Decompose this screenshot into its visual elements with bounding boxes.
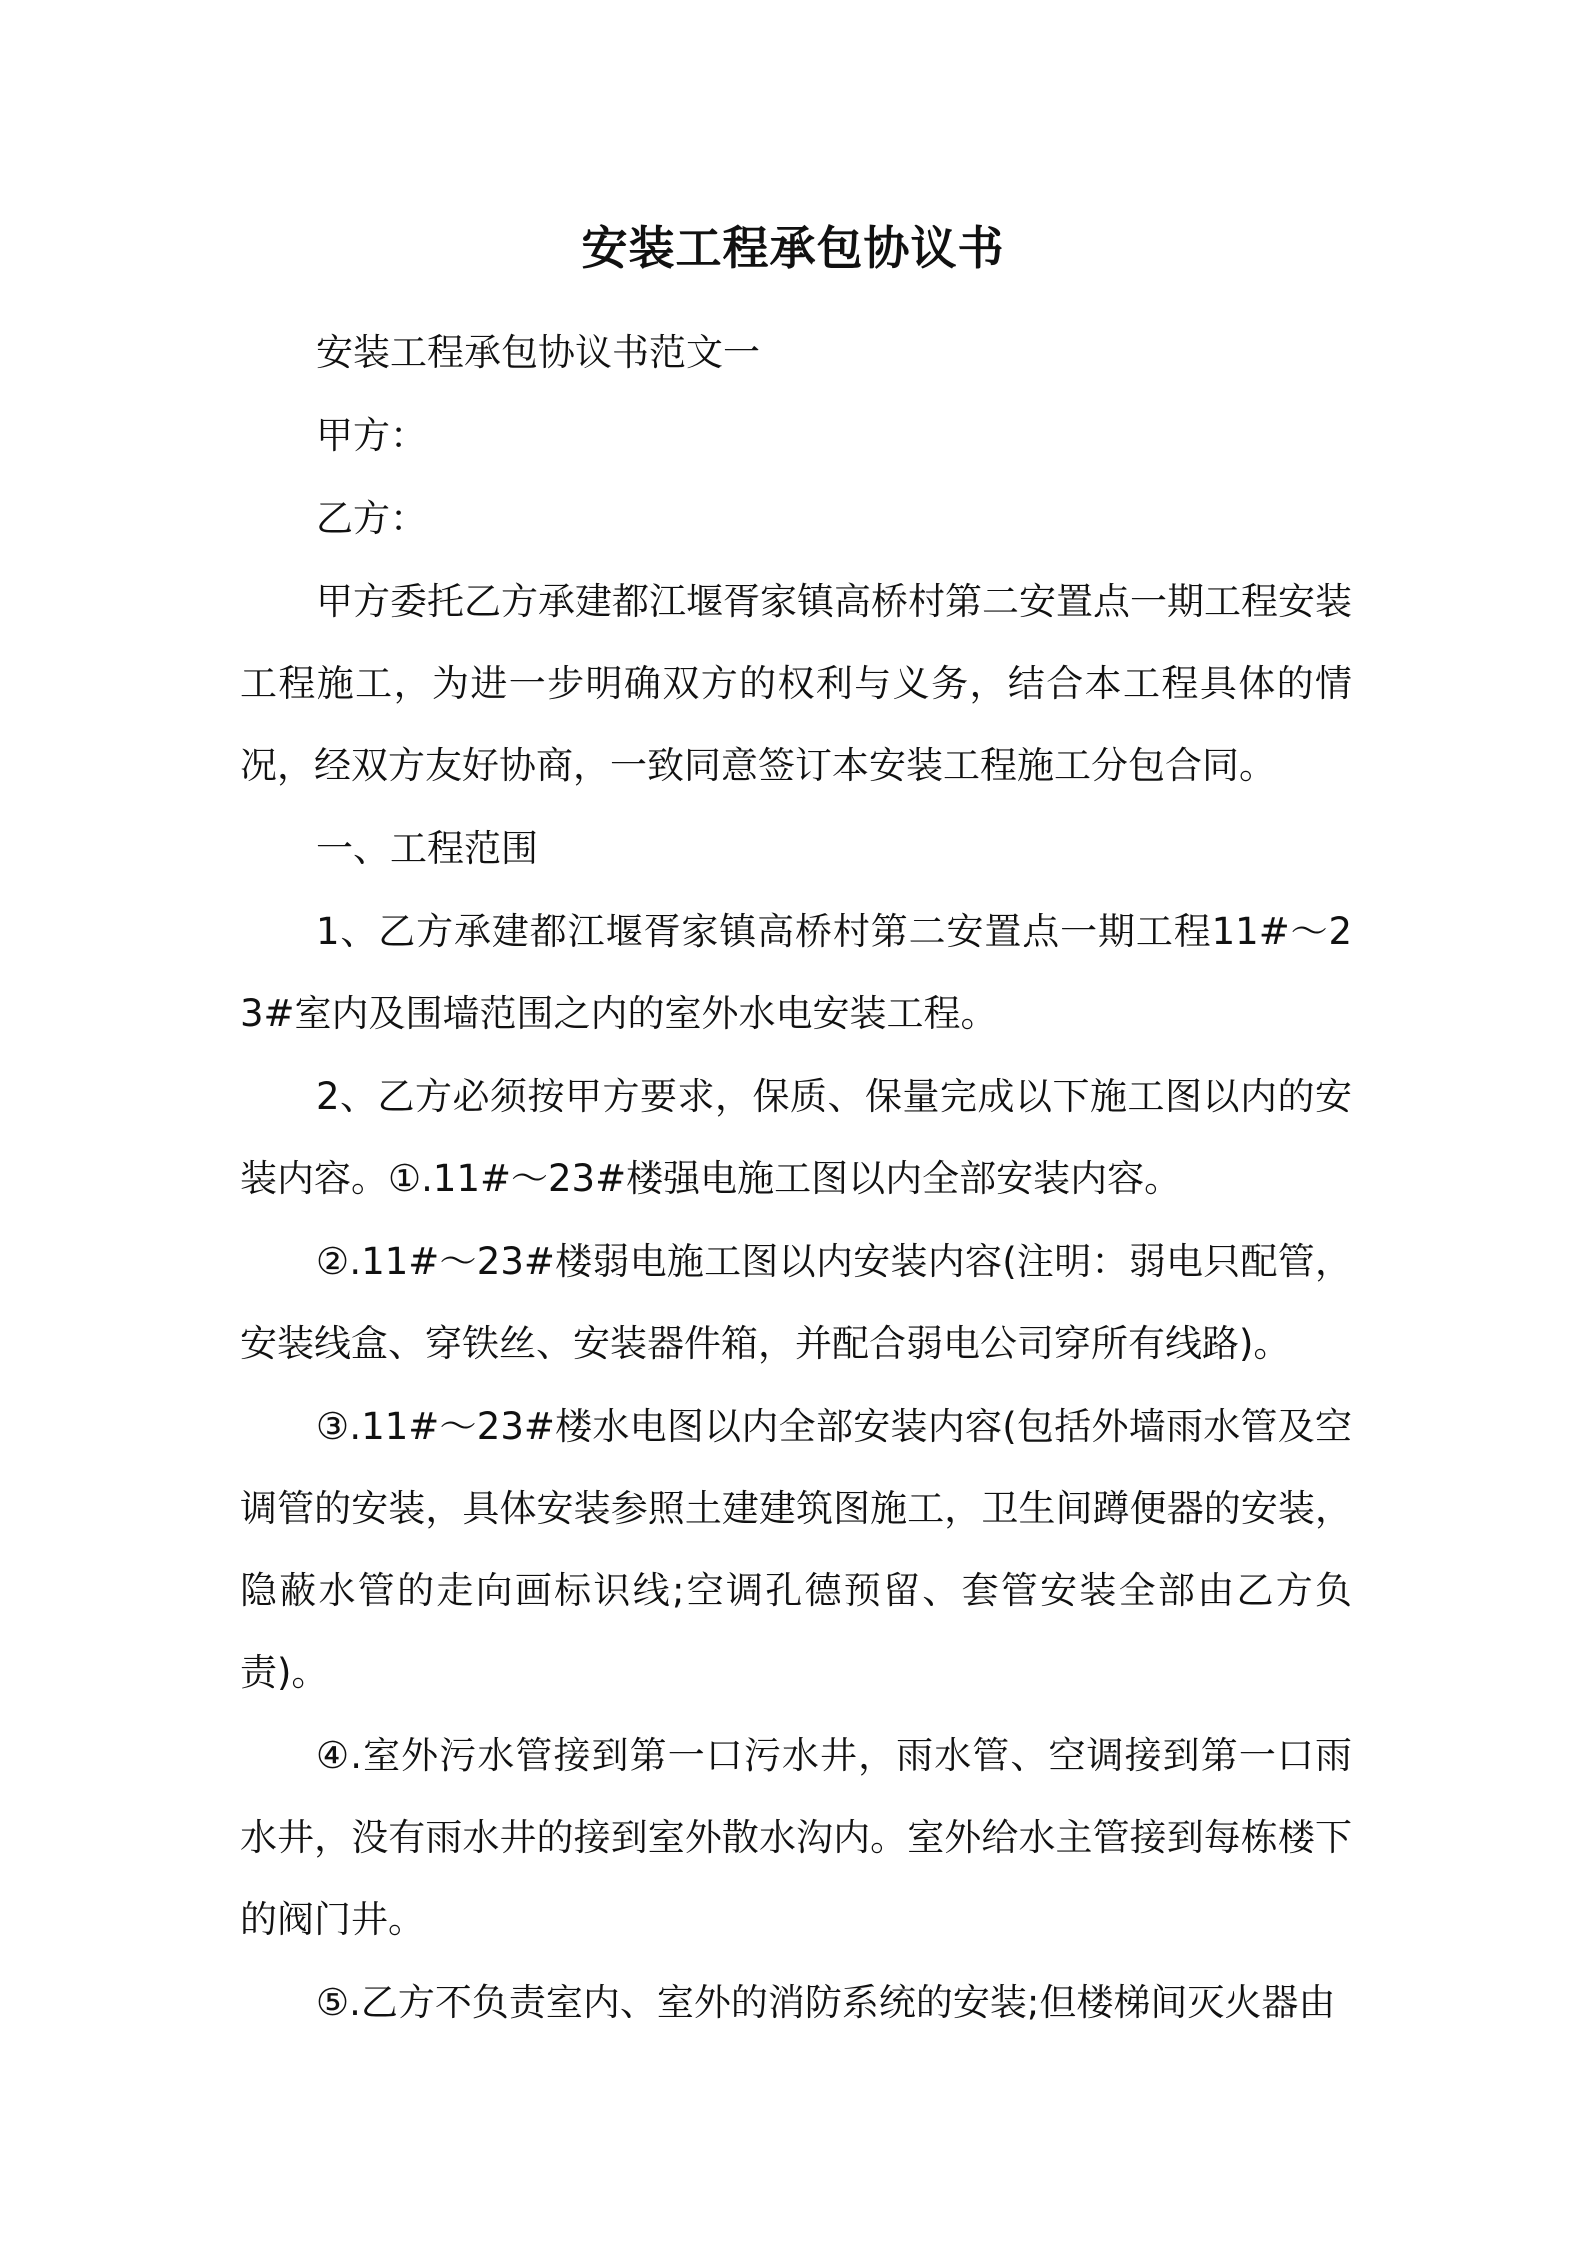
paragraph-item-1: 1、乙方承建都江堰胥家镇高桥村第二安置点一期工程11#～23#室内及围墙范围之内的室外水电安装工程。	[240, 910, 1352, 1035]
paragraph-party-a: 甲方：	[316, 414, 427, 457]
paragraph-subtitle: 安装工程承包协议书范文一	[316, 331, 760, 374]
paragraph-subitem-3: ③.11#～23#楼水电图以内全部安装内容(包括外墙雨水管及空调管的安装，具体安装参照土建建筑图施工，卫生间蹲便器的安装，隐蔽水管的走向画标识线;空调孔德预留、套管安装全部由乙方负责)。	[240, 1405, 1352, 1694]
document-body	[240, 312, 1352, 2045]
paragraph-intro: 甲方委托乙方承建都江堰胥家镇高桥村第二安置点一期工程安装工程施工，为进一步明确双方的权利与义务，结合本工程具体的情况，经双方友好协商，一致同意签订本安装工程施工分包合同。	[240, 580, 1352, 787]
paragraph-party-b: 乙方：	[316, 497, 427, 540]
document-title: 安装工程承包协议书	[581, 221, 1005, 275]
paragraph-subitem-2: ②.11#～23#楼弱电施工图以内安装内容(注明：弱电只配管，安装线盒、穿铁丝、安装器件箱，并配合弱电公司穿所有线路)。	[240, 1240, 1352, 1365]
paragraph-subitem-5: ⑤.乙方不负责室内、室外的消防系统的安装;但楼梯间灭火器由	[316, 1981, 1336, 2024]
paragraph-item-2: 2、乙方必须按甲方要求，保质、保量完成以下施工图以内的安装内容。①.11#～23#楼强电施工图以内全部安装内容。	[240, 1075, 1352, 1200]
section-heading-scope: 一、工程范围	[316, 827, 538, 870]
paragraph-subitem-4: ④.室外污水管接到第一口污水井，雨水管、空调接到第一口雨水井，没有雨水井的接到室外散水沟内。室外给水主管接到每栋楼下的阀门井。	[240, 1734, 1352, 1941]
